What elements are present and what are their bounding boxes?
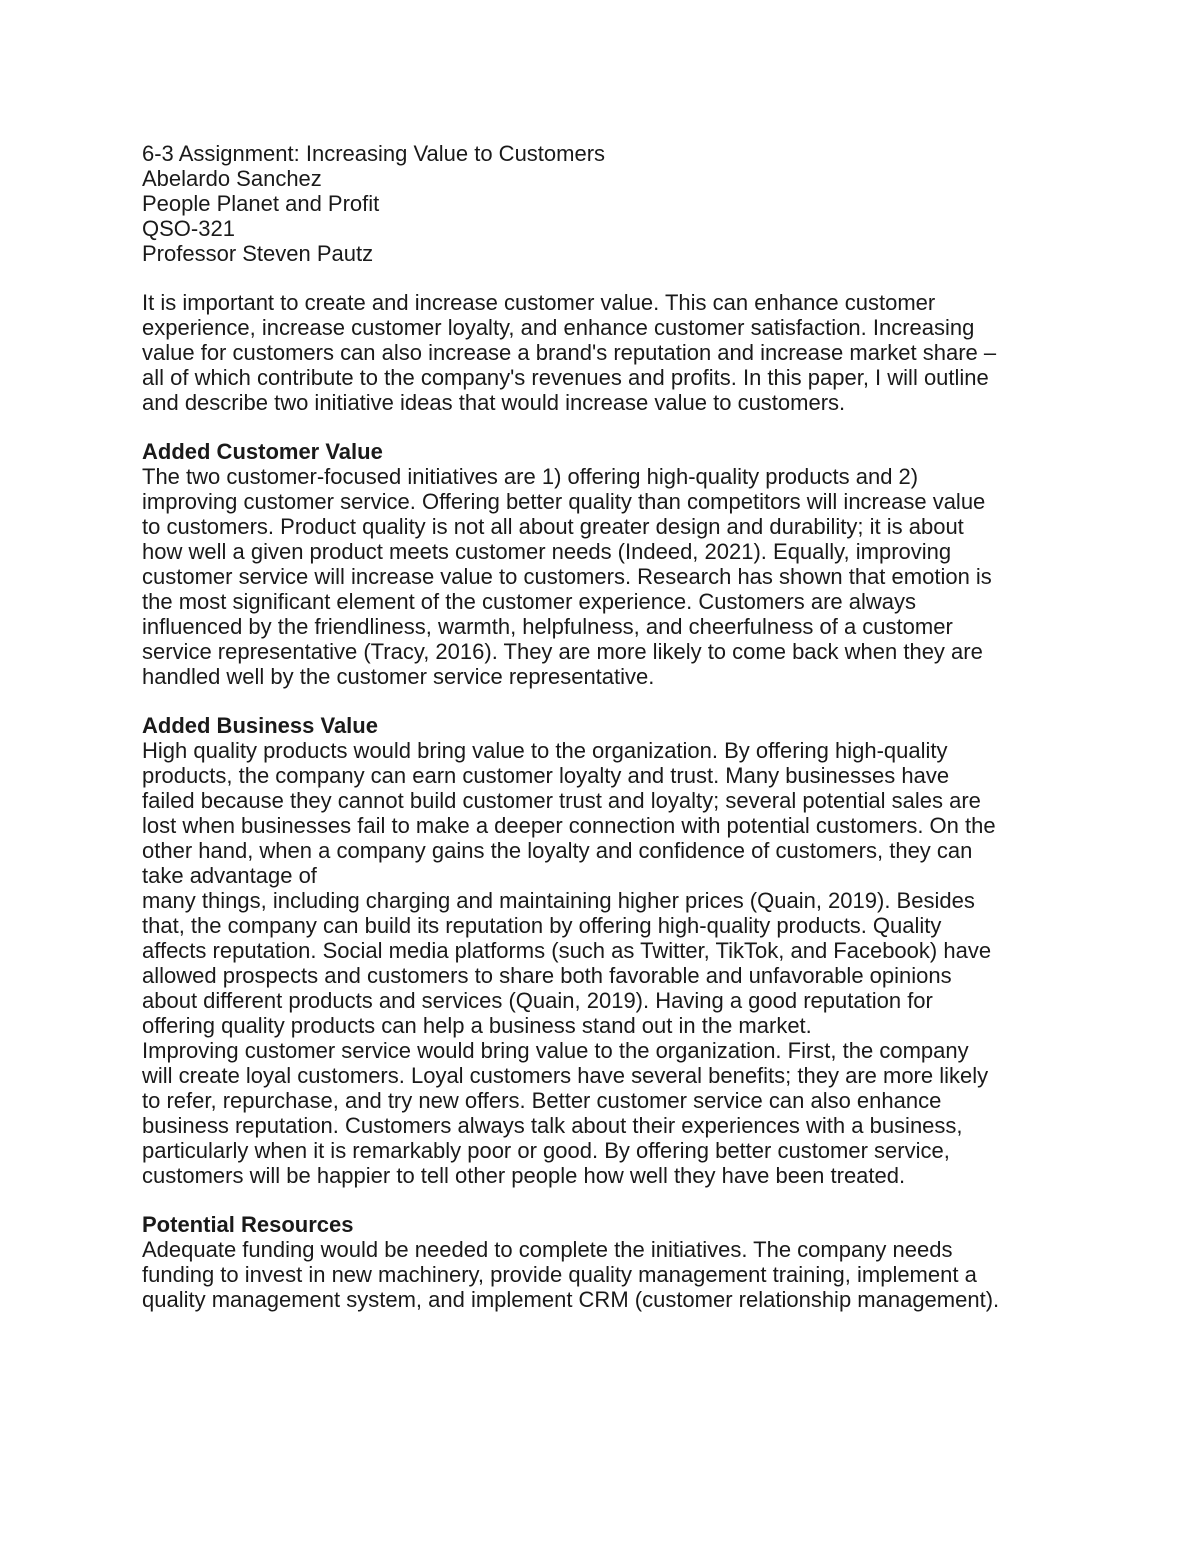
paragraph-line: about different products and services (Quain, 2019). Having a good reputation for xyxy=(142,988,933,1013)
paragraph-line: customers will be happier to tell other people how well they have been treated. xyxy=(142,1163,906,1188)
paragraph-line: business reputation. Customers always talk about their experiences with a business, xyxy=(142,1113,963,1138)
paragraph-line: High quality products would bring value to the organization. By offering high-quality xyxy=(142,738,948,763)
paragraph-line: improving customer service. Offering better quality than competitors will increase value xyxy=(142,489,986,514)
paragraph-line: that, the company can build its reputation by offering high-quality products. Quality xyxy=(142,913,942,938)
paragraph-line: handled well by the customer service representative. xyxy=(142,664,655,689)
paragraph-line: quality management system, and implement CRM (customer relationship management). xyxy=(142,1287,1000,1312)
paragraph-line: funding to invest in new machinery, provide quality management training, implement a xyxy=(142,1262,977,1287)
paragraph-line: Adequate funding would be needed to complete the initiatives. The company needs xyxy=(142,1237,953,1262)
spacer xyxy=(142,415,1082,439)
paragraph-line: offering quality products can help a business stand out in the market. xyxy=(142,1013,812,1038)
paragraph-line: many things, including charging and maintaining higher prices (Quain, 2019). Besides xyxy=(142,888,975,913)
paragraph-line: service representative (Tracy, 2016). They are more likely to come back when they are xyxy=(142,639,983,664)
paragraph-line: how well a given product meets customer needs (Indeed, 2021). Equally, improving xyxy=(142,539,952,564)
paragraph-line: Improving customer service would bring value to the organization. First, the company xyxy=(142,1038,969,1063)
section-heading: Added Business Value xyxy=(142,713,378,738)
paragraph-line: products, the company can earn customer loyalty and trust. Many businesses have xyxy=(142,763,950,788)
section-heading: Added Customer Value xyxy=(142,439,383,464)
paragraph-line: failed because they cannot build customer trust and loyalty; several potential sales are xyxy=(142,788,981,813)
section-added-business-value xyxy=(142,713,1082,1188)
spacer xyxy=(142,1188,1082,1212)
course-name: People Planet and Profit xyxy=(142,191,380,216)
document-page xyxy=(142,141,1082,1312)
document-title: 6-3 Assignment: Increasing Value to Customers xyxy=(142,141,606,166)
paragraph-line: The two customer-focused initiatives are 1) offering high-quality products and 2) xyxy=(142,464,919,489)
paragraph-line: particularly when it is remarkably poor or good. By offering better customer service, xyxy=(142,1138,950,1163)
section-heading: Potential Resources xyxy=(142,1212,354,1237)
paragraph-line: influenced by the friendliness, warmth, helpfulness, and cheerfulness of a customer xyxy=(142,614,953,639)
paragraph-line: value for customers can also increase a brand's reputation and increase market share – xyxy=(142,340,997,365)
spacer xyxy=(142,689,1082,713)
author-name: Abelardo Sanchez xyxy=(142,166,322,191)
paragraph-line: and describe two initiative ideas that would increase value to customers. xyxy=(142,390,846,415)
paragraph-line: other hand, when a company gains the loyalty and confidence of customers, they can xyxy=(142,838,973,863)
course-code: QSO-321 xyxy=(142,216,235,241)
professor-name: Professor Steven Pautz xyxy=(142,241,374,266)
paragraph-line: take advantage of xyxy=(142,863,317,888)
paragraph-line: customer service will increase value to customers. Research has shown that emotion is xyxy=(142,564,992,589)
paragraph-line: lost when businesses fail to make a deeper connection with potential customers. On the xyxy=(142,813,996,838)
paragraph-line: allowed prospects and customers to share both favorable and unfavorable opinions xyxy=(142,963,952,988)
intro-paragraph xyxy=(142,290,1082,415)
paragraph-line: to customers. Product quality is not all about greater design and durability; it is about xyxy=(142,514,964,539)
paragraph-line: experience, increase customer loyalty, and enhance customer satisfaction. Increasing xyxy=(142,315,975,340)
paragraph-line: to refer, repurchase, and try new offers. Better customer service can also enhance xyxy=(142,1088,942,1113)
paragraph-line: It is important to create and increase customer value. This can enhance customer xyxy=(142,290,936,315)
paragraph-line: will create loyal customers. Loyal customers have several benefits; they are more likely xyxy=(142,1063,989,1088)
spacer xyxy=(142,266,1082,290)
paragraph-line: all of which contribute to the company's revenues and profits. In this paper, I will outline xyxy=(142,365,989,390)
section-potential-resources xyxy=(142,1212,1082,1312)
document-header xyxy=(142,141,1082,266)
paragraph-line: affects reputation. Social media platforms (such as Twitter, TikTok, and Facebook) have xyxy=(142,938,992,963)
section-added-customer-value xyxy=(142,439,1082,689)
paragraph-line: the most significant element of the customer experience. Customers are always xyxy=(142,589,917,614)
